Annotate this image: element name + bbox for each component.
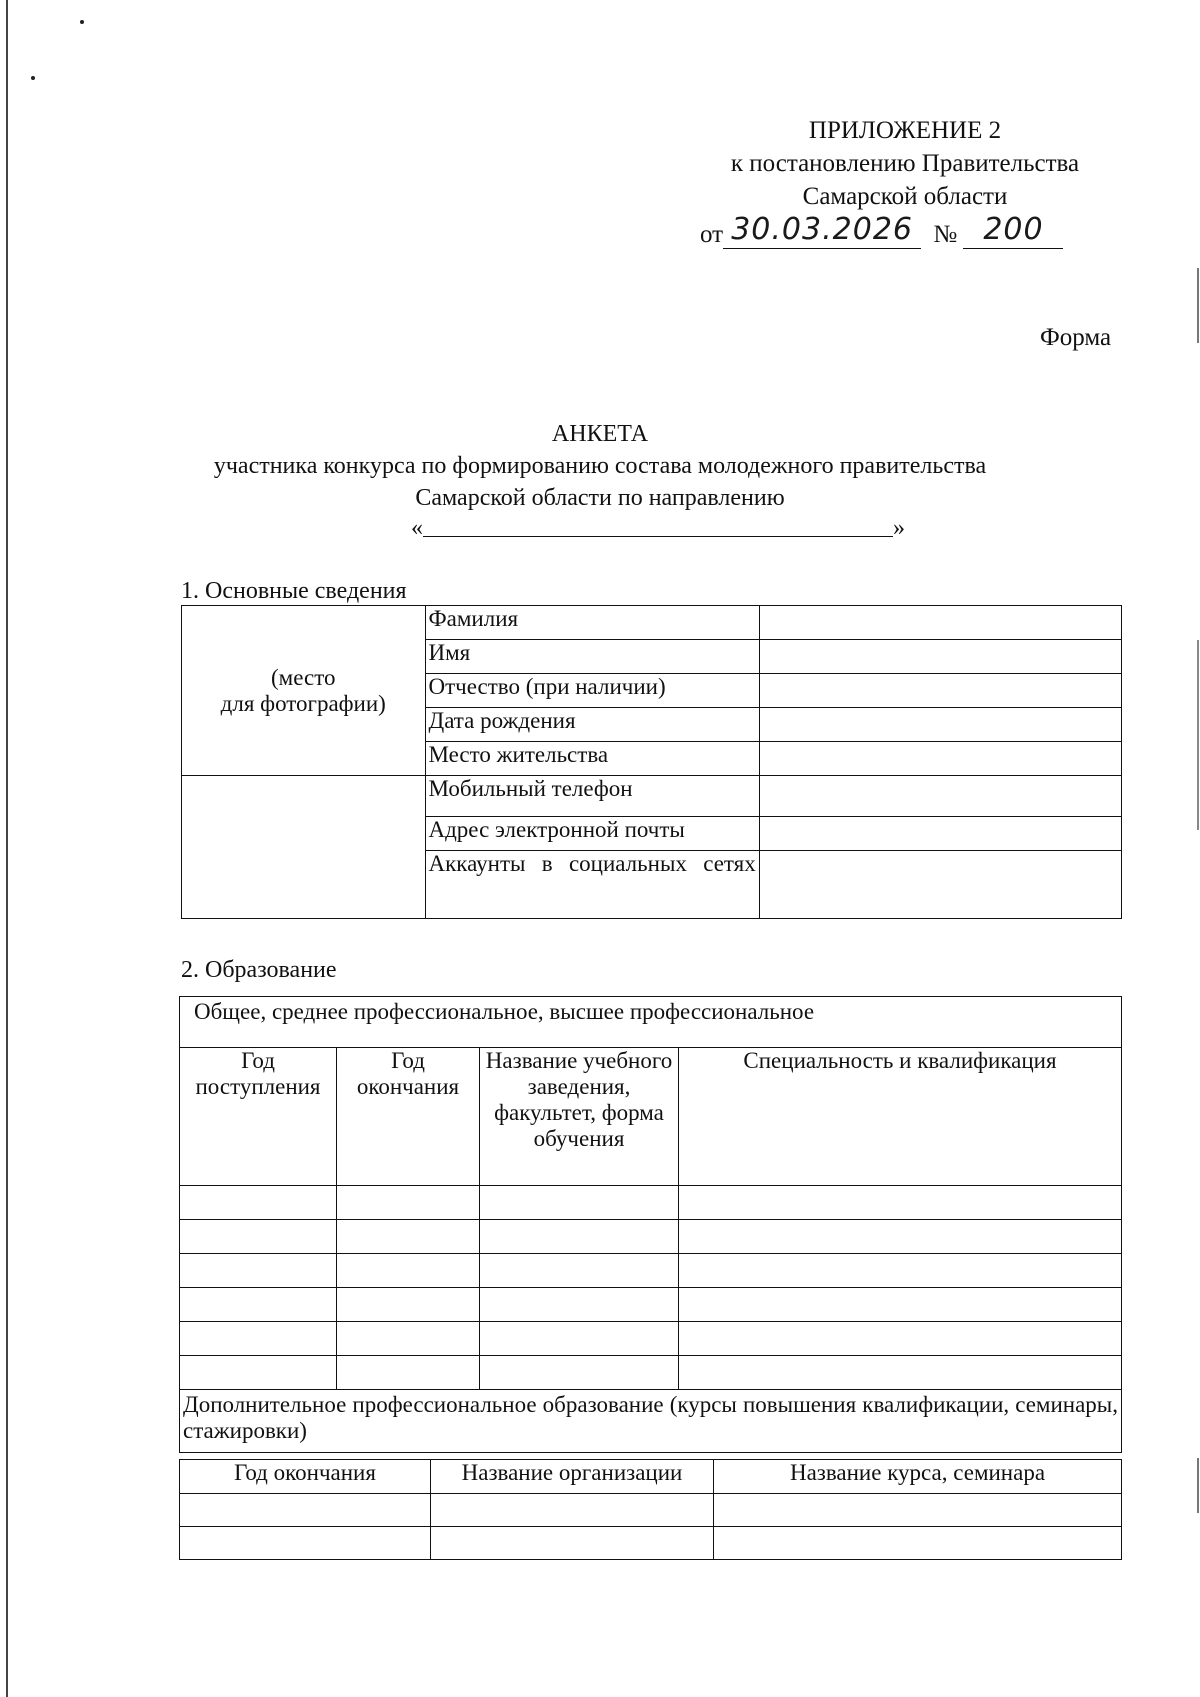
document-title [150, 418, 1050, 514]
column-header: Название курса, семинара [714, 1460, 1122, 1494]
field-label: Фамилия [425, 606, 759, 640]
scan-edge-right [1197, 1458, 1199, 1513]
field-label: Отчество (при наличии) [425, 674, 759, 708]
photo-placeholder-continued [182, 817, 426, 851]
table-cell[interactable] [679, 1254, 1122, 1288]
section-title-basic: 1. Основные сведения [181, 578, 407, 604]
education-table [179, 996, 1122, 1453]
table-cell[interactable] [180, 1220, 337, 1254]
table-cell[interactable] [679, 1288, 1122, 1322]
appendix-date-row [700, 212, 1100, 252]
field-label: Мобильный телефон [425, 776, 759, 817]
handwritten-number: 200 [983, 212, 1044, 247]
column-header: Год окончания [180, 1460, 431, 1494]
scan-edge-left [6, 0, 8, 1697]
table-cell[interactable] [480, 1220, 679, 1254]
table-cell[interactable] [180, 1254, 337, 1288]
photo-placeholder-continued [182, 776, 426, 817]
column-header: Название учебного заведения, факультет, форма обучения [480, 1048, 679, 1186]
photo-placeholder: (место для фотографии) [182, 606, 426, 776]
table-cell[interactable] [180, 1494, 431, 1527]
scan-edge-right [1197, 640, 1199, 830]
direction-field[interactable] [411, 512, 905, 542]
table-cell[interactable] [337, 1356, 480, 1390]
field-label: Место жительства [425, 742, 759, 776]
quote-open: « [411, 515, 423, 541]
table-cell[interactable] [480, 1322, 679, 1356]
table-cell[interactable] [180, 1186, 337, 1220]
table-cell[interactable] [431, 1494, 714, 1527]
field-label: Аккаунты в социальных сетях [425, 851, 759, 919]
field-value[interactable] [759, 817, 1121, 851]
field-value[interactable] [759, 640, 1121, 674]
field-value[interactable] [759, 776, 1121, 817]
table-cell[interactable] [480, 1186, 679, 1220]
appendix-block [690, 114, 1120, 213]
column-header: Год поступления [180, 1048, 337, 1186]
direction-blank[interactable] [423, 512, 893, 537]
section-title-education: 2. Образование [181, 957, 337, 983]
table-cell[interactable] [180, 1527, 431, 1560]
scan-speck [31, 76, 35, 80]
table-cell[interactable] [480, 1254, 679, 1288]
table-cell[interactable] [714, 1527, 1122, 1560]
table-cell[interactable] [180, 1356, 337, 1390]
column-header: Специальность и квалификация [679, 1048, 1122, 1186]
table-cell[interactable] [679, 1322, 1122, 1356]
number-prefix: № [933, 221, 958, 248]
table-cell[interactable] [180, 1288, 337, 1322]
field-value[interactable] [759, 708, 1121, 742]
scan-speck [80, 20, 84, 24]
table-cell[interactable] [679, 1186, 1122, 1220]
additional-education-header: Дополнительное профессиональное образование (курсы повышения квалификации, семинары, стажировки) [180, 1390, 1122, 1453]
table-cell[interactable] [679, 1356, 1122, 1390]
form-label: Форма [1040, 324, 1112, 351]
table-cell[interactable] [679, 1220, 1122, 1254]
photo-placeholder-continued [182, 851, 426, 919]
scan-edge-right [1197, 268, 1199, 343]
date-prefix: от [700, 221, 724, 248]
column-header: Название организации [431, 1460, 714, 1494]
table-cell[interactable] [337, 1254, 480, 1288]
table-cell[interactable] [180, 1322, 337, 1356]
table-cell[interactable] [431, 1527, 714, 1560]
basic-info-table [181, 605, 1122, 919]
handwritten-date: 30.03.2026 [731, 212, 913, 247]
table-cell[interactable] [337, 1220, 480, 1254]
appendix-title: ПРИЛОЖЕНИЕ 2 [808, 117, 1002, 144]
table-cell[interactable] [337, 1186, 480, 1220]
title-line: Самарской области по направлению [415, 485, 785, 511]
field-value[interactable] [759, 674, 1121, 708]
table-cell[interactable] [337, 1322, 480, 1356]
quote-close: » [893, 515, 905, 541]
title-heading: АНКЕТА [551, 421, 649, 447]
appendix-line: к постановлению Правительства [730, 150, 1080, 177]
field-label: Адрес электронной почты [425, 817, 759, 851]
table-cell[interactable] [337, 1288, 480, 1322]
general-education-header: Общее, среднее профессиональное, высшее профессиональное [180, 997, 1122, 1048]
table-cell[interactable] [714, 1494, 1122, 1527]
title-line: участника конкурса по формированию состава молодежного правительства [213, 453, 987, 479]
column-header: Год окончания [337, 1048, 480, 1186]
appendix-line: Самарской области [802, 183, 1008, 210]
table-cell[interactable] [480, 1356, 679, 1390]
field-label: Дата рождения [425, 708, 759, 742]
additional-education-table [179, 1459, 1122, 1560]
field-value[interactable] [759, 742, 1121, 776]
field-value[interactable] [759, 606, 1121, 640]
field-value[interactable] [759, 851, 1121, 919]
table-cell[interactable] [480, 1288, 679, 1322]
field-label: Имя [425, 640, 759, 674]
